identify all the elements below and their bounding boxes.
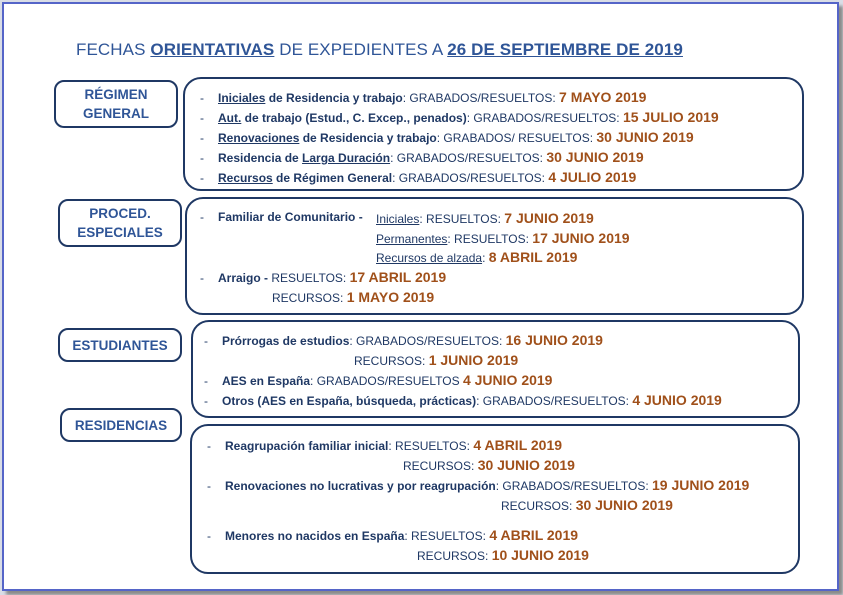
item-date: 4 JULIO 2019 [548,169,637,185]
item-link[interactable]: Recursos de alzada [376,251,483,265]
label-line-2: ESPECIALES [77,225,163,240]
list-item [200,210,363,224]
item-status: : RESUELTOS: [419,212,505,226]
item-link[interactable]: Larga Duración [302,151,391,165]
bullet: - [200,91,204,105]
list-item [376,249,577,265]
item-date: 17 JUNIO 2019 [532,230,630,246]
list-item [200,89,646,105]
bullet: - [200,131,204,145]
item-status: : GRABADOS/RESUELTOS: [466,111,623,125]
list-item [272,289,434,305]
item-date: 30 JUNIO 2019 [575,497,673,513]
label-line-2: GENERAL [82,106,149,121]
item-text: AES en España [222,374,311,388]
title-emphasis-orientativas: ORIENTATIVAS [150,40,275,59]
bullet: - [204,374,208,388]
item-text: Otros (AES en España, búsqueda, prácticas) [222,394,477,408]
item-text: Residencia de [218,151,303,165]
bullet: - [200,111,204,125]
list-item [403,457,575,473]
title-prefix: FECHAS [76,40,151,59]
item-status: : RESUELTOS: [404,529,490,543]
bullet: - [200,171,204,185]
bullet: - [200,151,204,165]
list-item [354,352,518,368]
item-date: 1 MAYO 2019 [346,289,435,305]
label-line-1: RÉGIMEN [84,87,148,102]
title-date: 26 DE SEPTIEMBRE DE 2019 [447,40,683,59]
item-date: 1 JUNIO 2019 [428,352,519,368]
item-link[interactable]: Iniciales [218,91,266,105]
item-text: de Residencia y trabajo [299,131,437,145]
item-date: 10 JUNIO 2019 [491,547,589,563]
item-status: : GRABADOS/ RESUELTOS: [436,131,597,145]
bullet: - [204,334,208,348]
item-status: : RESUELTOS: [388,439,474,453]
list-item [204,372,552,388]
list-item [376,210,594,226]
item-status: : [482,251,489,265]
item-text: de Régimen General [272,171,393,185]
list-item [204,392,722,408]
item-text: de trabajo (Estud., C. Excep., penados) [241,111,467,125]
item-date: 4 JUNIO 2019 [632,392,722,408]
item-link[interactable]: Renovaciones [218,131,300,145]
document-frame [2,2,839,591]
item-status: : GRABADOS/RESUELTOS [310,374,463,388]
item-date: 19 JUNIO 2019 [652,477,750,493]
list-item [200,129,694,145]
bullet: - [200,210,204,224]
label-line-1: PROCED. [89,206,151,221]
label-line-1: RESIDENCIAS [74,417,168,433]
list-item [200,169,636,185]
list-item [200,109,719,125]
item-date: 7 JUNIO 2019 [504,210,594,226]
bullet: - [207,439,211,453]
item-status: RESUELTOS: [268,271,350,285]
list-item [207,437,562,453]
bullet: - [204,394,208,408]
item-text: Arraigo - [218,271,269,285]
item-link[interactable]: Recursos [218,171,273,185]
item-date: 15 JULIO 2019 [622,109,719,125]
label-residencias [60,408,182,442]
title-middle: DE EXPEDIENTES A [274,40,448,59]
item-date: 30 JUNIO 2019 [546,149,644,165]
list-item [200,149,644,165]
bullet: - [207,529,211,543]
item-text: de Residencia y trabajo [265,91,403,105]
item-link[interactable]: Aut. [218,111,242,125]
list-item [207,477,749,493]
label-regimen-general [54,80,178,128]
list-item [207,527,578,543]
label-estudiantes [58,328,182,362]
list-item [200,269,446,285]
page-title [76,40,683,60]
item-status: RECURSOS: [403,459,478,473]
item-date: 30 JUNIO 2019 [596,129,694,145]
item-status: RECURSOS: [354,354,429,368]
item-link[interactable]: Permanentes [376,232,448,246]
item-date: 16 JUNIO 2019 [505,332,603,348]
list-item [376,230,630,246]
item-text: Renovaciones no lucrativas y por reagrupación [225,479,496,493]
item-date: 8 ABRIL 2019 [488,249,578,265]
item-date: 30 JUNIO 2019 [477,457,575,473]
item-status: : GRABADOS/RESUELTOS: [402,91,560,105]
item-date: 4 ABRIL 2019 [473,437,563,453]
item-status: : GRABADOS/RESUELTOS: [392,171,549,185]
bullet: - [207,479,211,493]
list-item [417,547,589,563]
item-status: : GRABADOS/RESUELTOS: [495,479,653,493]
item-text: Prórrogas de estudios [222,334,350,348]
item-date: 17 ABRIL 2019 [349,269,447,285]
label-line-1: ESTUDIANTES [72,337,168,353]
item-status: RECURSOS: [272,291,347,305]
bullet: - [200,271,204,285]
label-proced-especiales [58,199,182,247]
item-date: 4 JUNIO 2019 [462,372,553,388]
item-link[interactable]: Iniciales [376,212,420,226]
list-item [204,332,603,348]
item-status: : GRABADOS/RESUELTOS: [390,151,547,165]
item-text: Familiar de Comunitario - [218,210,363,224]
item-text: Menores no nacidos en España [225,529,405,543]
item-status: RECURSOS: [417,549,492,563]
item-status: : GRABADOS/RESUELTOS: [476,394,633,408]
list-item [501,497,673,513]
item-date: 7 MAYO 2019 [559,89,647,105]
item-date: 4 ABRIL 2019 [489,527,579,543]
item-status: : RESUELTOS: [447,232,533,246]
item-status: : GRABADOS/RESUELTOS: [349,334,506,348]
item-status: RECURSOS: [501,499,576,513]
item-text: Reagrupación familiar inicial [225,439,389,453]
